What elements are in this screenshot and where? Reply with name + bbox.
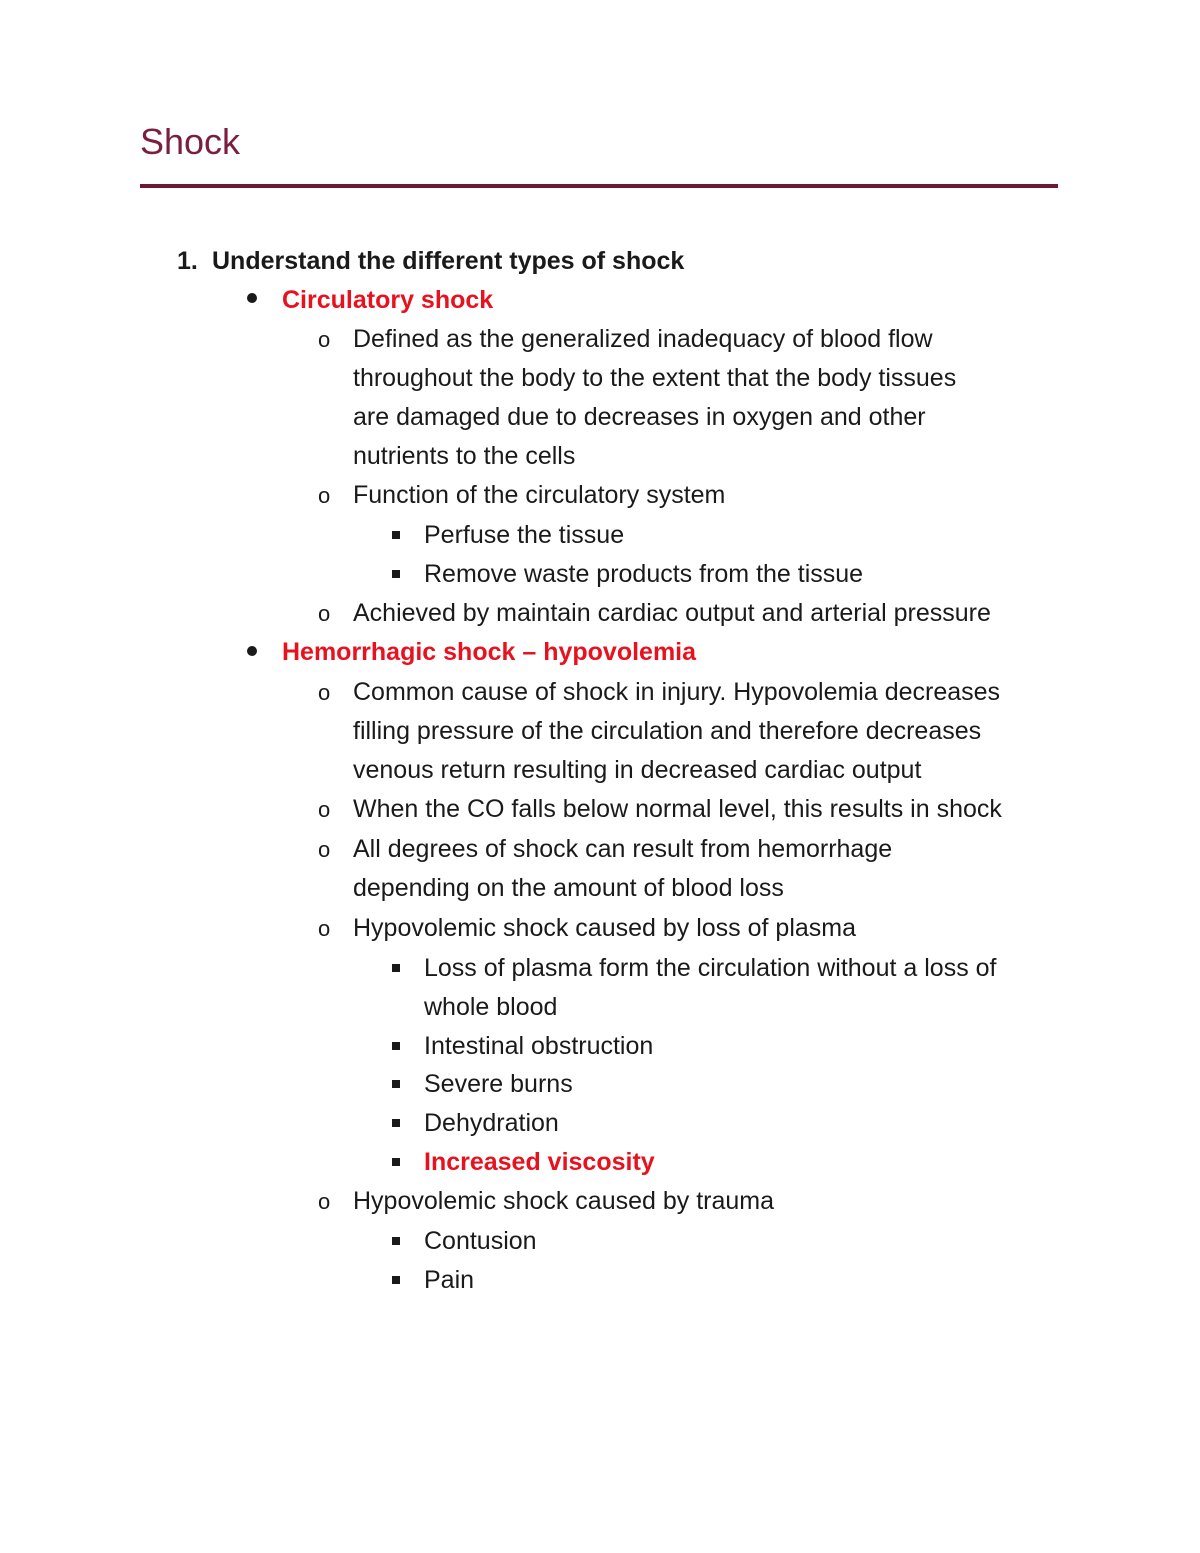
- trauma-item: Contusion: [424, 1227, 537, 1255]
- common-line-1: Common cause of shock in injury. Hypovolemia decreases: [353, 678, 1001, 706]
- circle-bullet: o: [318, 916, 331, 941]
- common-line-3: venous return resulting in decreased cardiac output: [353, 756, 922, 784]
- def-line-2: throughout the body to the extent that the body tissues: [353, 364, 957, 392]
- square-bullet: [392, 1276, 400, 1284]
- square-bullet: [392, 1158, 400, 1166]
- common-line-2: filling pressure of the circulation and therefore decreases: [353, 717, 982, 745]
- def-line-1: Defined as the generalized inadequacy of blood flow: [353, 325, 933, 353]
- circle-bullet: o: [318, 483, 331, 508]
- square-bullet: [392, 1042, 400, 1050]
- circulatory-heading: Circulatory shock: [282, 286, 494, 314]
- trauma-item: Pain: [424, 1266, 475, 1294]
- plasma-item-continued: whole blood: [424, 993, 558, 1021]
- achieved-line: Achieved by maintain cardiac output and arterial pressure: [353, 599, 991, 627]
- plasma-item: Loss of plasma form the circulation without a loss of: [424, 954, 997, 982]
- circle-bullet: o: [318, 837, 331, 862]
- plasma-item: Severe burns: [424, 1070, 573, 1098]
- circle-bullet: o: [318, 327, 331, 352]
- bullet-dot: [247, 646, 257, 656]
- trauma-line: Hypovolemic shock caused by trauma: [353, 1187, 775, 1215]
- page-title: Shock: [140, 121, 241, 162]
- square-bullet: [392, 531, 400, 539]
- circle-bullet: o: [318, 797, 331, 822]
- degrees-line-2: depending on the amount of blood loss: [353, 874, 784, 902]
- square-bullet: [392, 1119, 400, 1127]
- square-bullet: [392, 964, 400, 972]
- co-falls-line: When the CO falls below normal level, this results in shock: [353, 795, 1002, 823]
- bullet-dot: [247, 293, 257, 303]
- hemorrhagic-heading: Hemorrhagic shock – hypovolemia: [282, 638, 697, 666]
- plasma-item: Intestinal obstruction: [424, 1032, 654, 1060]
- square-bullet: [392, 1237, 400, 1245]
- def-line-3: are damaged due to decreases in oxygen and other: [353, 403, 926, 431]
- function-item: Perfuse the tissue: [424, 521, 625, 549]
- def-line-4: nutrients to the cells: [353, 442, 576, 470]
- title-rule: [140, 184, 1058, 188]
- plasma-item: Dehydration: [424, 1109, 559, 1137]
- circle-bullet: o: [318, 601, 331, 626]
- section-heading: Understand the different types of shock: [212, 247, 685, 275]
- function-item: Remove waste products from the tissue: [424, 560, 864, 588]
- circle-bullet: o: [318, 1189, 331, 1214]
- square-bullet: [392, 570, 400, 578]
- plasma-line: Hypovolemic shock caused by loss of plasma: [353, 914, 857, 942]
- function-line: Function of the circulatory system: [353, 481, 726, 509]
- section-number: 1.: [177, 247, 198, 275]
- degrees-line-1: All degrees of shock can result from hemorrhage: [353, 835, 893, 863]
- square-bullet: [392, 1080, 400, 1088]
- plasma-item-highlight: Increased viscosity: [424, 1148, 655, 1176]
- circle-bullet: o: [318, 680, 331, 705]
